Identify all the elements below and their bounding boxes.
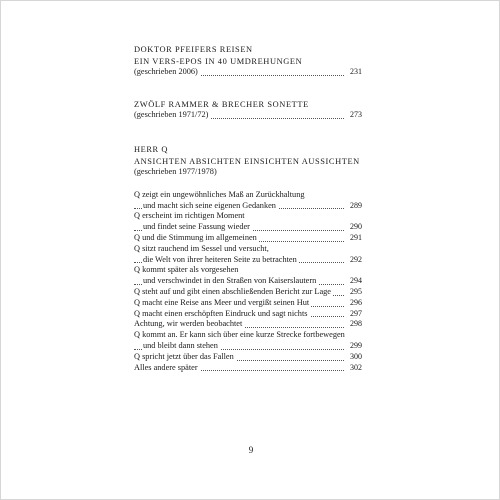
toc-row (134, 67, 362, 78)
section-date: (geschrieben 1971/72) (134, 110, 209, 120)
toc-row (134, 255, 362, 266)
toc-row (134, 201, 362, 212)
toc-row (134, 287, 362, 298)
toc-section-doktor-pfeifers-reisen (134, 44, 362, 78)
section-heading: ZWÖLF RAMMER & BRECHER SONETTE (134, 99, 309, 109)
toc-row (134, 298, 362, 309)
section-subheading: EIN VERS-EPOS IN 40 UMDREHUNGEN (134, 56, 303, 66)
section-date: (geschrieben 2006) (134, 67, 198, 76)
entry-line: Q spricht jetzt über das Fallen (134, 351, 234, 361)
page-reference: 231 (347, 67, 362, 78)
toc-row (134, 363, 362, 374)
page-number: 9 (248, 445, 254, 455)
section-heading: DOKTOR PFEIFERS REISEN (134, 45, 253, 54)
page-reference: 292 (347, 255, 362, 266)
entry-line: Q und die Stimmung im allgemeinen (134, 233, 257, 243)
entry-line: Q macht eine Reise ans Meer und vergißt seinen Hut (134, 297, 310, 307)
toc-row (134, 222, 362, 233)
page-reference: 273 (347, 110, 362, 121)
section-date: (geschrieben 1977/1978) (134, 167, 217, 177)
entry-line: Q erscheint im richtigen Moment (134, 211, 245, 221)
page-reference: 295 (347, 287, 362, 298)
toc-section-sonette (134, 99, 362, 121)
page-reference: 298 (347, 319, 362, 330)
entry-line: Q kommt später als vorgesehen (134, 265, 239, 275)
entry-line: Q steht auf und gibt einen abschließenden Bericht zur Lage (134, 287, 331, 297)
page-reference: 300 (347, 352, 362, 363)
toc-row (134, 110, 362, 121)
toc-entries (134, 190, 362, 374)
toc-row (134, 233, 362, 244)
entry-line: und bleibt dann stehen (143, 341, 218, 351)
toc-section-herr-q (134, 144, 362, 178)
toc-row (134, 352, 362, 363)
table-of-contents (134, 44, 362, 373)
entry-line: Q zeigt ein ungewöhnliches Maß an Zurückhaltung (134, 189, 305, 199)
page-reference: 299 (347, 341, 362, 352)
entry-line: Achtung, wir werden beobachtet (134, 319, 243, 329)
toc-row (134, 341, 362, 352)
section-subheading: ANSICHTEN ABSICHTEN EINSICHTEN AUSSICHTEN (134, 156, 360, 166)
page-reference: 302 (347, 363, 362, 374)
entry-line: und macht sich seine eigenen Gedanken (143, 200, 276, 210)
entry-line: und findet seine Fassung wieder (143, 222, 250, 232)
page-reference: 291 (347, 233, 362, 244)
entry-line: Alles andere später (134, 362, 198, 372)
entry-line: die Welt von ihrer heiteren Seite zu betrachten (143, 254, 297, 264)
page-reference: 290 (347, 222, 362, 233)
toc-row (134, 309, 362, 320)
toc-row (134, 319, 362, 330)
entry-line: Q kommt an. Er kann sich über eine kurze Strecke fortbewegen (134, 330, 345, 340)
page-reference: 297 (347, 309, 362, 320)
page-reference: 289 (347, 201, 362, 212)
page-reference: 296 (347, 298, 362, 309)
toc-row (134, 276, 362, 287)
page-reference: 294 (347, 276, 362, 287)
entry-line: Q sitzt rauchend im Sessel und versucht, (134, 243, 269, 253)
section-heading: HERR Q (134, 145, 169, 155)
entry-line: und verschwindet in den Straßen von Kaiserslautern (143, 276, 317, 286)
entry-line: Q macht einen erschöpften Eindruck und sagt nichts (134, 308, 308, 318)
